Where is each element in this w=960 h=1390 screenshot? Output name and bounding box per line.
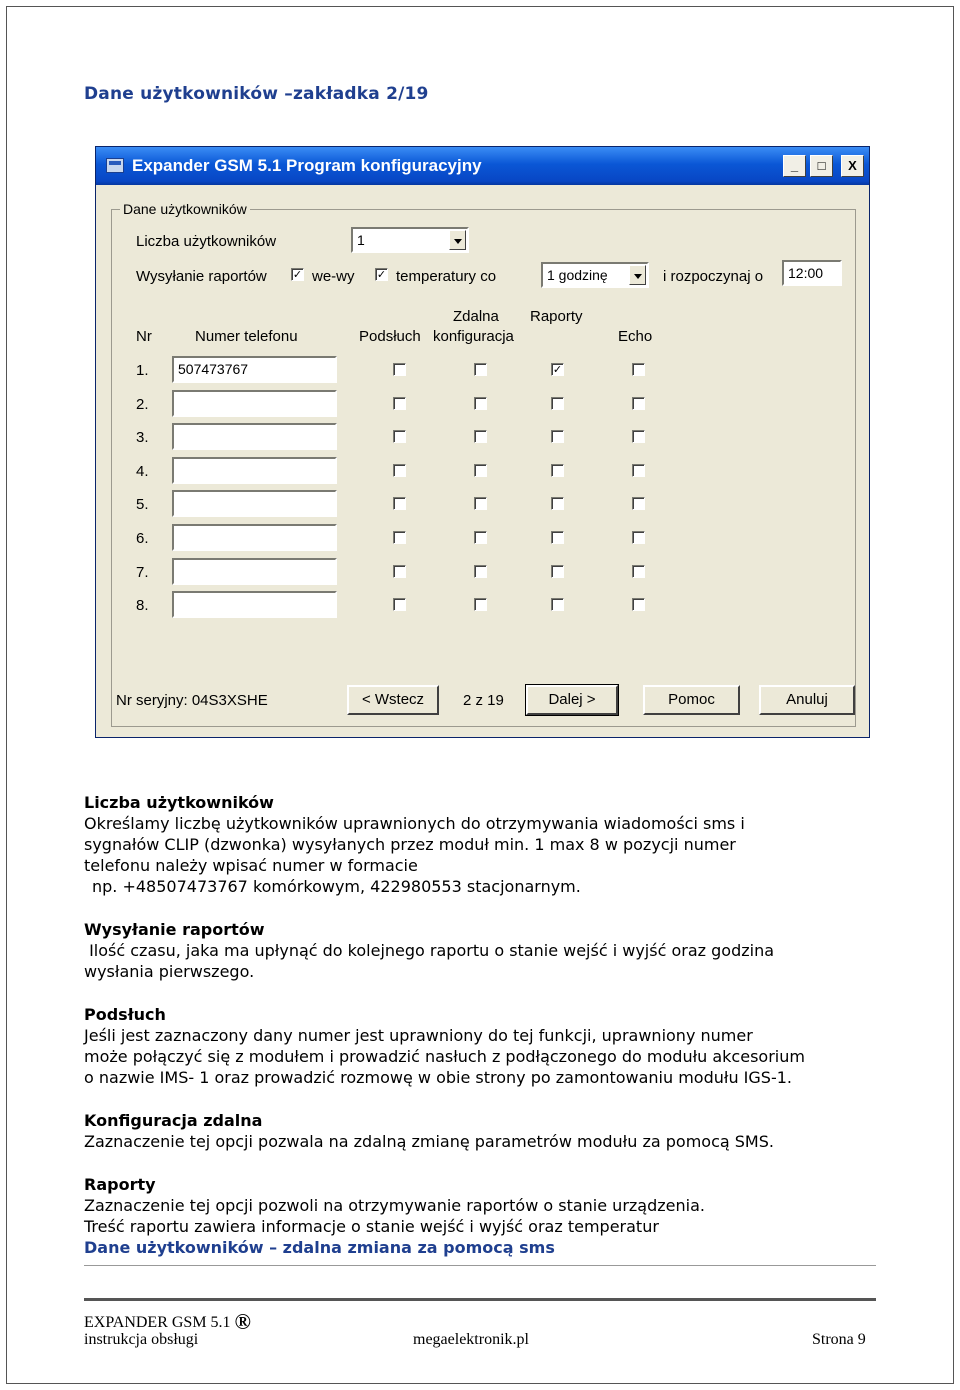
user-count-label: Liczba użytkowników (136, 233, 277, 250)
raporty-checkbox[interactable] (551, 497, 564, 510)
phone-input[interactable] (172, 390, 337, 417)
footer-divider-top (84, 1265, 876, 1266)
phone-input[interactable] (172, 457, 337, 484)
column-podsluch: Podsłuch (359, 328, 421, 345)
podsluch-checkbox[interactable] (393, 565, 406, 578)
column-nr: Nr (136, 328, 152, 345)
app-icon (106, 158, 124, 173)
section-raporty-title: Raporty (84, 1175, 156, 1194)
section-raporty-line: Zaznaczenie tej opcji pozwoli na otrzymywanie raportów o stanie urządzenia. (84, 1196, 705, 1215)
window-titlebar[interactable] (96, 147, 869, 185)
section-user-count-line: telefonu należy wpisać numer w formacie (84, 856, 418, 875)
next-button[interactable]: Dalej > (526, 685, 618, 715)
registered-icon: ® (234, 1309, 251, 1334)
back-button[interactable]: < Wstecz (347, 685, 439, 715)
serial-number: Nr seryjny: 04S3XSHE (116, 692, 268, 709)
remote-checkbox[interactable] (474, 497, 487, 510)
config-window (95, 146, 870, 738)
remote-checkbox[interactable] (474, 464, 487, 477)
podsluch-checkbox[interactable] (393, 464, 406, 477)
section-user-count-line: np. +48507473767 komórkowym, 422980553 stacjonarnym. (92, 877, 581, 896)
podsluch-checkbox[interactable] (393, 531, 406, 544)
echo-checkbox[interactable] (632, 531, 645, 544)
phone-input[interactable] (172, 490, 337, 517)
podsluch-checkbox[interactable] (393, 430, 406, 443)
section-podsluch-line: o nazwie IMS- 1 oraz prowadzić rozmowę w obie strony po zamontowaniu modułu IGS-1. (84, 1068, 792, 1087)
section-raporty-line: Treść raportu zawiera informacje o stanie wejść i wyjść oraz temperatur (84, 1217, 659, 1236)
row-number: 3. (136, 429, 149, 447)
user-count-select[interactable] (351, 227, 469, 253)
remote-checkbox[interactable] (474, 531, 487, 544)
check-icon: ✓ (292, 268, 303, 281)
phone-input[interactable] (172, 558, 337, 585)
raporty-checkbox[interactable] (551, 464, 564, 477)
raporty-checkbox[interactable] (551, 531, 564, 544)
section-user-count-line: sygnałów CLIP (dzwonka) wysyłanych przez moduł min. 1 max 8 w pozycji numer (84, 835, 736, 854)
chevron-down-icon[interactable] (449, 230, 466, 250)
remote-checkbox[interactable] (474, 430, 487, 443)
echo-checkbox[interactable] (632, 497, 645, 510)
section-remote-sms-title: Dane użytkowników – zdalna zmiana za pomocą sms (84, 1238, 555, 1257)
check-icon: ✓ (376, 268, 387, 281)
raporty-checkbox[interactable] (551, 565, 564, 578)
reports-inout-checkbox[interactable] (291, 268, 304, 281)
footer-manual: instrukcja obsługi (84, 1331, 199, 1348)
echo-checkbox[interactable] (632, 598, 645, 611)
page-indicator: 2 z 19 (463, 692, 504, 709)
row-number: 4. (136, 462, 149, 480)
echo-checkbox[interactable] (632, 565, 645, 578)
row-number: 2. (136, 395, 149, 413)
maximize-button[interactable]: □ (810, 155, 833, 177)
section-user-count-line: Określamy liczbę użytkowników uprawnionych do otrzymywania wiadomości sms i (84, 814, 745, 833)
echo-checkbox[interactable] (632, 397, 645, 410)
podsluch-checkbox[interactable] (393, 363, 406, 376)
raporty-checkbox[interactable] (551, 598, 564, 611)
phone-input[interactable] (172, 423, 337, 450)
remote-checkbox[interactable] (474, 598, 487, 611)
column-remote-top: Zdalna (453, 308, 499, 325)
podsluch-checkbox[interactable] (393, 497, 406, 510)
row-number: 8. (136, 597, 149, 615)
footer-product-name: EXPANDER GSM 5.1 (84, 1314, 231, 1331)
phone-input[interactable]: 507473767 (172, 356, 337, 383)
minimize-button[interactable]: _ (783, 155, 806, 177)
section-podsluch-line: Jeśli jest zaznaczony dany numer jest uprawniony do tej funkcji, uprawniony numer (84, 1026, 753, 1045)
reports-inout-label: we-wy (312, 268, 355, 285)
check-icon: ✓ (552, 363, 563, 376)
echo-checkbox[interactable] (632, 430, 645, 443)
remote-checkbox[interactable] (474, 363, 487, 376)
section-reports-title: Wysyłanie raportów (84, 920, 265, 939)
raporty-checkbox[interactable] (551, 363, 564, 376)
reports-temp-checkbox[interactable] (375, 268, 388, 281)
user-count-value: 1 (357, 232, 365, 248)
start-time-label: i rozpoczynaj o (663, 268, 764, 285)
chevron-down-icon[interactable] (629, 265, 646, 285)
remote-checkbox[interactable] (474, 397, 487, 410)
users-group-label: Dane użytkowników (120, 201, 250, 217)
section-reports-line: Ilość czasu, jaka ma upłynąć do kolejnego raportu o stanie wejść i wyjść oraz godzina (84, 941, 775, 960)
document-title: Dane użytkowników –zakładka 2/19 (84, 84, 429, 104)
section-podsluch-line: może połączyć się z modułem i prowadzić nasłuch z podłączonego do modułu akcesorium (84, 1047, 805, 1066)
echo-checkbox[interactable] (632, 464, 645, 477)
phone-input[interactable] (172, 591, 337, 618)
column-phone: Numer telefonu (195, 328, 298, 345)
column-raporty: Raporty (530, 308, 583, 325)
footer-divider (84, 1298, 876, 1301)
report-interval-select[interactable] (541, 262, 649, 288)
podsluch-checkbox[interactable] (393, 598, 406, 611)
description-body (84, 792, 884, 1258)
footer-page: Strona 9 (812, 1331, 866, 1348)
row-number: 1. (136, 362, 149, 379)
report-interval-value: 1 godzinę (547, 267, 608, 283)
column-echo: Echo (618, 328, 653, 345)
raporty-checkbox[interactable] (551, 397, 564, 410)
footer-site: megaelektronik.pl (413, 1331, 529, 1348)
row-number: 5. (136, 496, 149, 514)
close-button[interactable]: X (841, 155, 864, 177)
section-remote-line: Zaznaczenie tej opcji pozwala na zdalną zmianę parametrów modułu za pomocą SMS. (84, 1132, 774, 1151)
section-user-count-title: Liczba użytkowników (84, 793, 274, 812)
row-number: 6. (136, 530, 149, 547)
raporty-checkbox[interactable] (551, 430, 564, 443)
column-remote-bottom: konfiguracja (433, 328, 514, 345)
section-remote-title: Konfiguracja zdalna (84, 1111, 263, 1130)
podsluch-checkbox[interactable] (393, 397, 406, 410)
help-button[interactable]: Pomoc (643, 685, 740, 715)
section-reports-line: wysłania pierwszego. (84, 962, 255, 981)
reports-temp-label: temperatury co (396, 268, 497, 285)
cancel-button[interactable]: Anuluj (759, 685, 855, 715)
phone-input[interactable] (172, 524, 337, 551)
remote-checkbox[interactable] (474, 565, 487, 578)
section-podsluch-title: Podsłuch (84, 1005, 166, 1024)
echo-checkbox[interactable] (632, 363, 645, 376)
reports-label: Wysyłanie raportów (136, 268, 267, 285)
window-title: Expander GSM 5.1 Program konfiguracyjny (132, 156, 482, 175)
start-time-input[interactable]: 12:00 (782, 260, 842, 286)
row-number: 7. (136, 563, 149, 581)
